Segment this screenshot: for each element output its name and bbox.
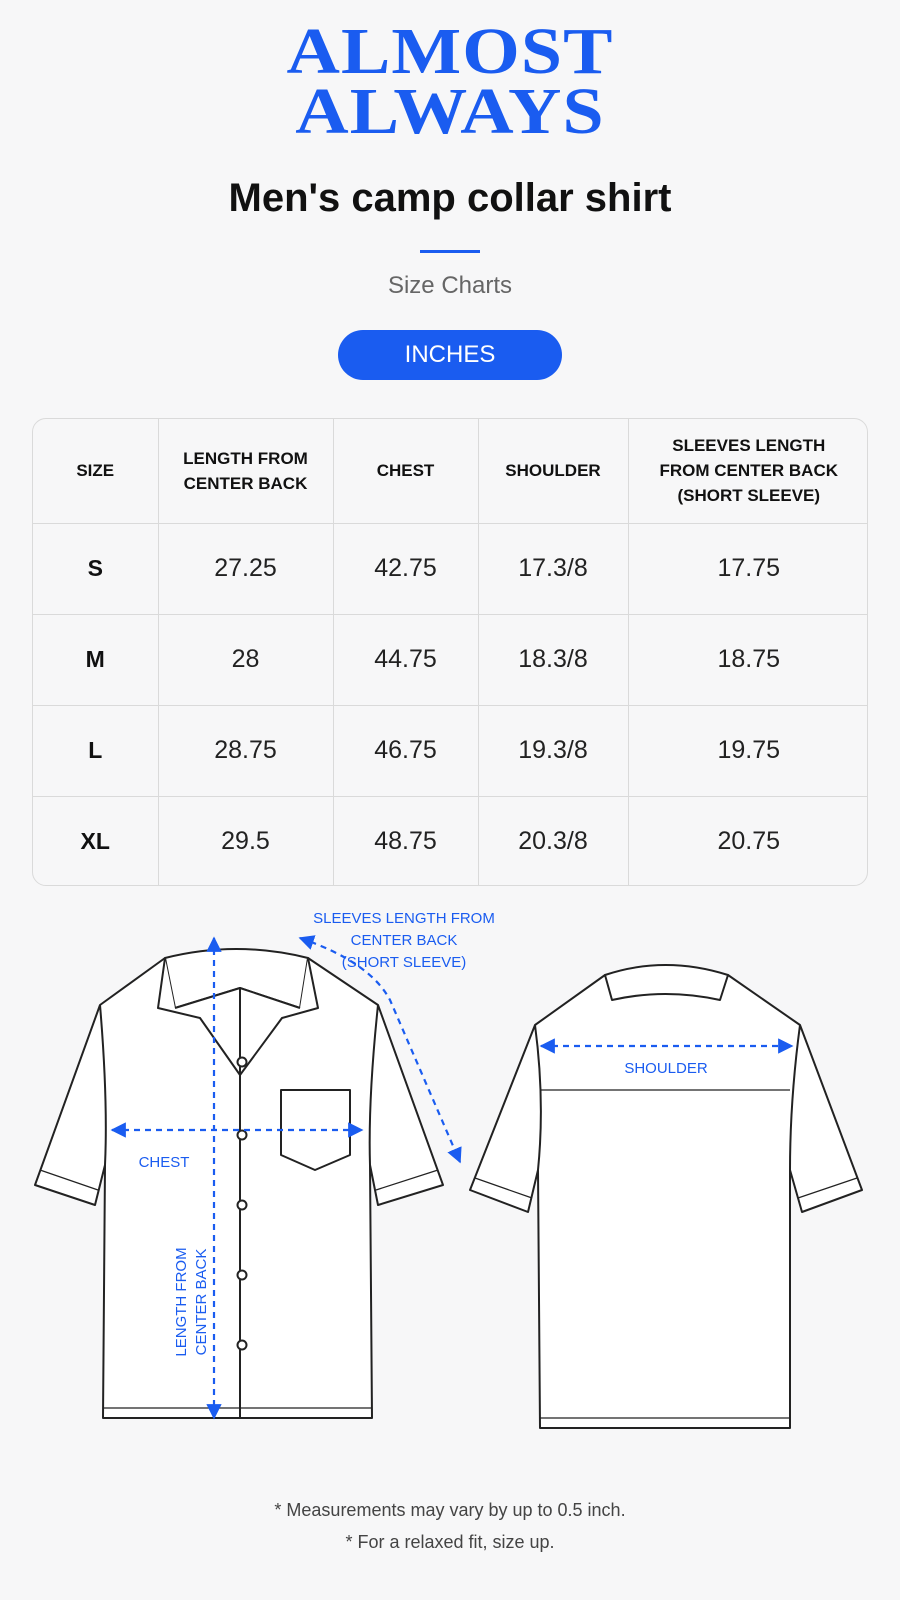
length-cell: 27.25 <box>158 523 333 614</box>
chest-cell: 48.75 <box>333 796 478 886</box>
shoulder-cell: 18.3/8 <box>478 614 628 705</box>
shirt-back-illustration <box>470 965 862 1428</box>
page-title: Men's camp collar shirt <box>228 176 672 220</box>
sleeve-cell: 20.75 <box>717 827 781 856</box>
table-row <box>33 705 868 796</box>
table-row <box>33 796 868 886</box>
sleeve-label-line1: SLEEVES LENGTH FROM <box>313 910 495 927</box>
column-header-length: LENGTH FROM CENTER BACK <box>158 419 333 523</box>
sleeve-cell: 18.75 <box>628 614 868 705</box>
length-cell: 28 <box>158 614 333 705</box>
sleeve-cell: 19.75 <box>628 705 868 796</box>
size-cell: XL <box>33 796 158 886</box>
sleeve-label-line3: (SHORT SLEEVE) <box>341 954 467 971</box>
brand-logo-line2: ALWAYS <box>295 75 605 148</box>
unit-toggle-button[interactable]: INCHES <box>338 330 562 380</box>
size-table <box>32 418 868 886</box>
page-subtitle: Size Charts <box>387 272 513 299</box>
shoulder-label: SHOULDER <box>624 1060 708 1077</box>
size-cell: M <box>33 614 158 705</box>
brand-logo-line1: ALMOST <box>286 15 614 88</box>
chest-label: CHEST <box>138 1154 190 1171</box>
title-divider <box>420 250 480 253</box>
table-row <box>33 614 868 705</box>
footnote-measurement: * Measurements may vary by up to 0.5 inch. <box>274 1500 626 1520</box>
length-cell: 29.5 <box>158 796 333 886</box>
length-label-line1: LENGTH FROM <box>173 1247 190 1357</box>
column-header-chest: CHEST <box>333 419 478 523</box>
brand-logo <box>0 15 900 148</box>
footnote-fit: * For a relaxed fit, size up. <box>345 1532 555 1552</box>
sleeve-label-line2: CENTER BACK <box>350 932 458 949</box>
table-row <box>33 523 868 614</box>
chest-cell: 42.75 <box>333 523 478 614</box>
column-header-shoulder: SHOULDER <box>478 419 628 523</box>
chest-cell: 46.75 <box>333 705 478 796</box>
size-cell: S <box>33 523 158 614</box>
size-cell: L <box>33 705 158 796</box>
measurement-diagram <box>0 900 900 1460</box>
column-header-size: SIZE <box>33 419 158 523</box>
shoulder-cell: 17.3/8 <box>478 523 628 614</box>
sleeve-cell: 17.75 <box>628 523 868 614</box>
length-label-line2: CENTER BACK <box>193 1248 210 1356</box>
table-header-row <box>33 419 868 523</box>
column-header-sleeve: SLEEVES LENGTH FROM CENTER BACK (SHORT SLEEVE) <box>628 419 868 523</box>
chest-cell: 44.75 <box>333 614 478 705</box>
shoulder-cell: 20.3/8 <box>478 796 628 886</box>
shirt-front-illustration <box>35 949 443 1418</box>
shoulder-cell: 19.3/8 <box>478 705 628 796</box>
length-cell: 28.75 <box>158 705 333 796</box>
